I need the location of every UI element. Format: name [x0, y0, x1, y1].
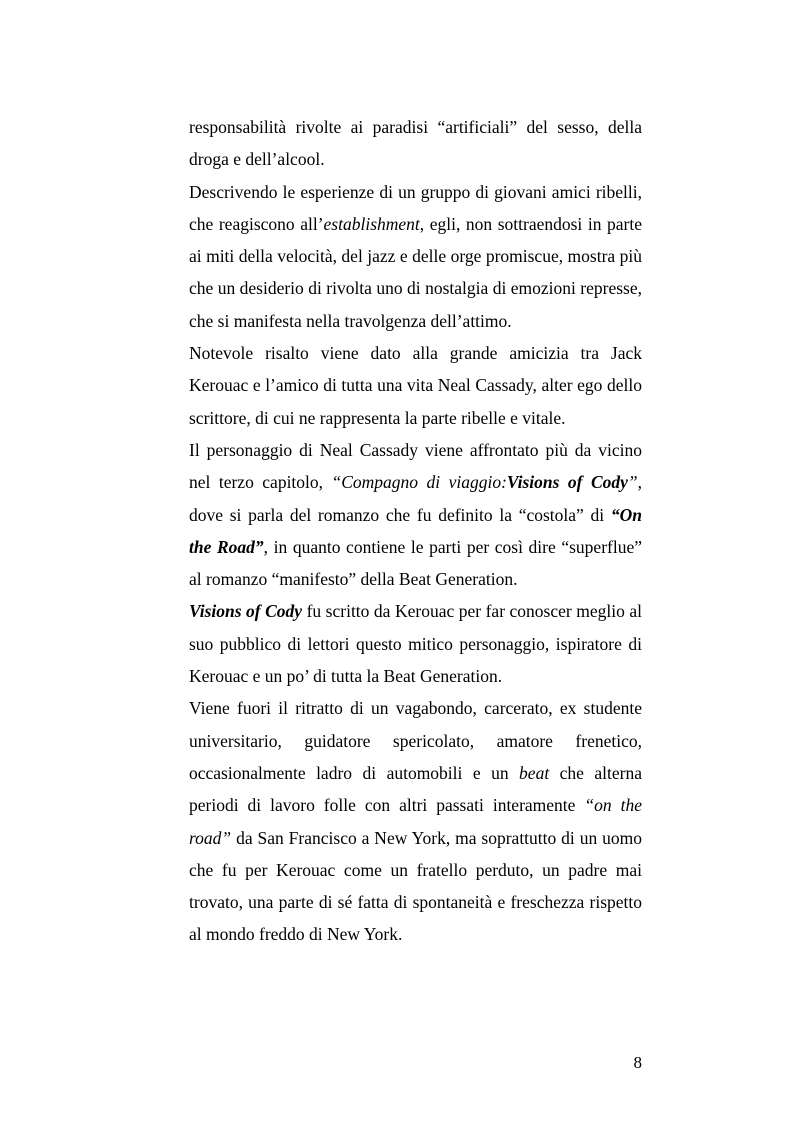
text-run-normal: Notevole risalto viene dato alla grande amicizia tra Jack Kerouac e l’amico di tutta una vita Neal Cassady, alter ego dello scrittore, di cui ne rappresenta la parte ribelle e vitale. [189, 343, 642, 428]
text-run-italic: beat [519, 762, 550, 783]
text-run-normal: responsabilità rivolte ai paradisi “artificiali” del sesso, della droga e dell’alcool. [189, 117, 642, 170]
text-run-normal: che alterna periodi di lavoro folle con altri passati interamente [189, 762, 642, 816]
text-run-italic: establishment [323, 213, 420, 234]
text-run-normal: fu scritto da Kerouac per far conoscer meglio al suo pubblico di lettori questo mitico personaggio, ispiratore di Kerouac e un po’ di tutta la Beat Generation. [189, 601, 642, 687]
text-run-bold-italic: Visions of Cody [506, 472, 628, 493]
text-run-italic: “Compagno di viaggio: [331, 472, 507, 493]
document-body [189, 111, 642, 951]
text-run-italic: ” [627, 472, 638, 493]
text-run-normal: Il personaggio di Neal Cassady viene affrontato più da vicino nel terzo capitolo, [189, 439, 642, 493]
text-run-normal: Viene fuori il ritratto di un vagabondo, carcerato, ex studente universitario, guidatore spericolato, amatore frenetico, occasionalmente ladro di automobili e un [189, 698, 642, 783]
paragraph [189, 176, 642, 337]
text-run-normal: , egli, non sottraendosi in parte ai miti della velocità, del jazz e delle orge promiscue, mostra più che un desiderio di rivolta uno di nostalgia di emozioni represse, che si manifesta nella travolgenza dell’attimo. [189, 213, 642, 331]
paragraph [189, 595, 642, 692]
text-run-italic: “on the road” [189, 795, 642, 848]
text-run-normal: , in quanto contiene le parti per così dire “superflue” al romanzo “manifesto” della Beat Generation. [189, 536, 642, 590]
text-run-bold-italic: Visions of Cody [189, 601, 303, 622]
text-run-bold-italic: “On the Road” [189, 504, 642, 557]
paragraph [189, 692, 642, 950]
paragraph [189, 337, 642, 434]
page-number: 8 [633, 1053, 642, 1072]
text-run-normal: Descrivendo le esperienze di un gruppo di giovani amici ribelli, che reagiscono all’ [189, 181, 642, 234]
text-run-normal: , dove si parla del romanzo che fu definito la “costola” di [189, 472, 642, 525]
paragraph [189, 434, 642, 595]
text-run-normal: da San Francisco a New York, ma soprattutto di un uomo che fu per Kerouac come un fratello perduto, un padre mai trovato, una parte di sé fatta di spontaneità e freschezza rispetto al mondo freddo di New York. [189, 827, 642, 945]
paragraph [189, 111, 642, 176]
